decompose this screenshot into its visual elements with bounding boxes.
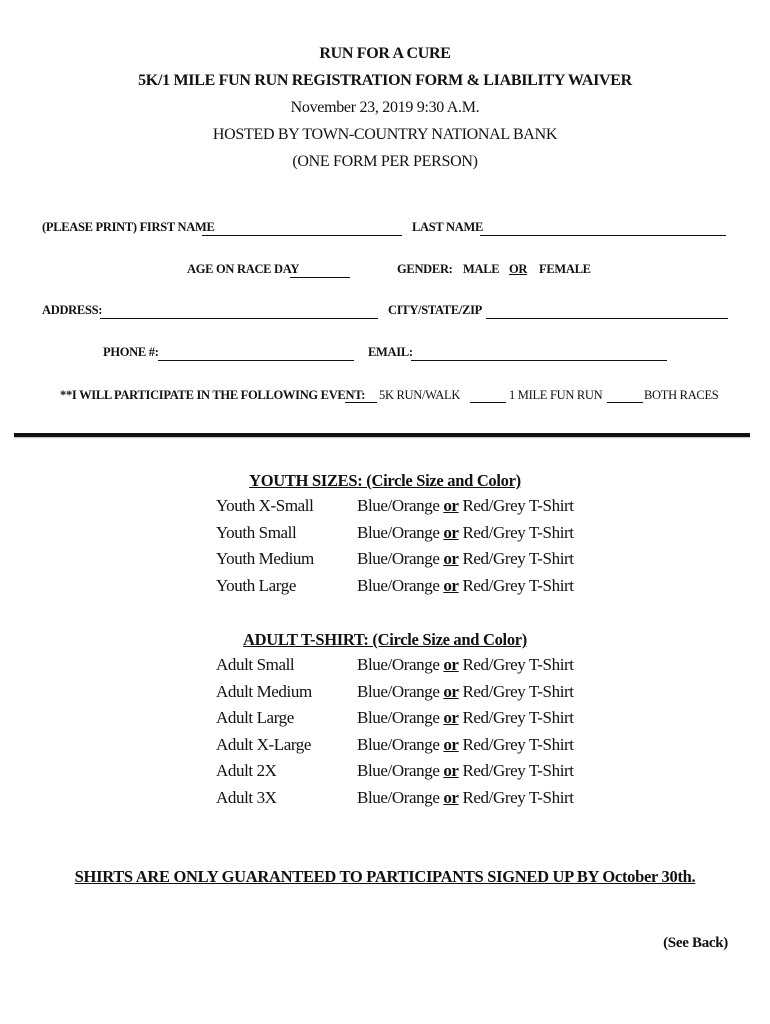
color-or: or	[443, 576, 459, 596]
color-or: or	[443, 522, 459, 542]
color-option-blue-orange[interactable]: Blue/Orange	[357, 576, 440, 596]
adult-sizes-title: ADULT T-SHIRT: (Circle Size and Color)	[243, 630, 527, 649]
address-label: ADDRESS:	[42, 303, 103, 317]
color-or: or	[443, 655, 459, 674]
event-1mile-checkline[interactable]	[470, 402, 506, 403]
color-option-blue-orange[interactable]: Blue/Orange	[357, 787, 440, 807]
adult-size-row	[216, 682, 576, 708]
color-or: or	[443, 708, 459, 727]
color-options	[357, 576, 574, 596]
event-5k-label: 5K RUN/WALK	[379, 388, 461, 402]
youth-size-option[interactable]: Youth Medium	[216, 549, 314, 569]
phone-field[interactable]	[158, 360, 354, 361]
color-options	[357, 549, 574, 569]
color-option-blue-orange[interactable]: Blue/Orange	[357, 734, 440, 754]
adult-size-row	[216, 761, 576, 787]
color-option-blue-orange[interactable]: Blue/Orange	[357, 681, 440, 701]
age-label: AGE ON RACE DAY	[187, 262, 300, 276]
color-option-blue-orange[interactable]: Blue/Orange	[357, 496, 440, 515]
event-both-label: BOTH RACES	[644, 388, 719, 402]
first-name-field[interactable]	[202, 235, 402, 236]
one-form-note: (ONE FORM PER PERSON)	[292, 153, 478, 170]
age-field[interactable]	[290, 277, 350, 278]
gender-or: OR	[509, 262, 528, 276]
color-or: or	[443, 549, 459, 569]
event-date-time: November 23, 2019 9:30 A.M.	[290, 99, 480, 116]
color-option-red-grey[interactable]: Red/Grey T-Shirt	[462, 708, 574, 727]
color-option-red-grey[interactable]: Red/Grey T-Shirt	[462, 549, 574, 569]
event-both-checkline[interactable]	[607, 402, 643, 403]
youth-size-option[interactable]: Youth Large	[216, 576, 296, 596]
color-option-red-grey[interactable]: Red/Grey T-Shirt	[462, 522, 574, 542]
color-options	[357, 682, 574, 702]
adult-size-option[interactable]: Adult 3X	[216, 787, 277, 807]
color-or: or	[443, 681, 459, 701]
color-option-red-grey[interactable]: Red/Grey T-Shirt	[462, 734, 574, 754]
color-options	[357, 708, 574, 728]
city-state-zip-label: CITY/STATE/ZIP	[388, 303, 482, 317]
adult-size-row	[216, 708, 576, 734]
color-option-red-grey[interactable]: Red/Grey T-Shirt	[462, 681, 574, 701]
section-divider	[14, 433, 750, 437]
email-label: EMAIL:	[368, 345, 413, 359]
color-option-red-grey[interactable]: Red/Grey T-Shirt	[462, 576, 574, 596]
adult-size-row	[216, 788, 576, 814]
color-option-red-grey[interactable]: Red/Grey T-Shirt	[462, 761, 574, 780]
gender-male-option[interactable]: MALE	[463, 262, 500, 276]
color-option-red-grey[interactable]: Red/Grey T-Shirt	[462, 496, 574, 515]
color-option-blue-orange[interactable]: Blue/Orange	[357, 761, 440, 780]
gender-female-option[interactable]: FEMALE	[539, 262, 591, 276]
color-or: or	[443, 787, 459, 807]
form-subtitle: 5K/1 MILE FUN RUN REGISTRATION FORM & LIABILITY WAIVER	[138, 72, 632, 89]
color-option-blue-orange[interactable]: Blue/Orange	[357, 708, 440, 727]
youth-size-row	[216, 523, 576, 549]
youth-size-row	[216, 549, 576, 575]
form-title: RUN FOR A CURE	[319, 45, 451, 62]
event-label: **I WILL PARTICIPATE IN THE FOLLOWING EVENT:	[60, 388, 366, 402]
adult-size-option[interactable]: Adult Large	[216, 708, 294, 727]
adult-size-option[interactable]: Adult Medium	[216, 681, 312, 701]
event-5k-checkline[interactable]	[345, 402, 377, 403]
color-options	[357, 496, 574, 516]
adult-size-option[interactable]: Adult X-Large	[216, 734, 312, 754]
event-1mile-label: 1 MILE FUN RUN	[509, 388, 603, 402]
see-back-note: (See Back)	[663, 935, 728, 951]
color-or: or	[443, 496, 459, 515]
color-option-blue-orange[interactable]: Blue/Orange	[357, 522, 440, 542]
last-name-field[interactable]	[480, 235, 726, 236]
adult-size-option[interactable]: Adult Small	[216, 655, 295, 674]
color-or: or	[443, 734, 459, 754]
color-option-red-grey[interactable]: Red/Grey T-Shirt	[462, 787, 574, 807]
youth-size-row	[216, 576, 576, 602]
address-field[interactable]	[100, 318, 378, 319]
color-option-blue-orange[interactable]: Blue/Orange	[357, 549, 440, 569]
city-state-zip-field[interactable]	[486, 318, 728, 319]
youth-size-option[interactable]: Youth Small	[216, 522, 297, 542]
shirt-guarantee-notice: SHIRTS ARE ONLY GUARANTEED TO PARTICIPANTS SIGNED UP BY October 30th.	[74, 867, 696, 886]
color-options	[357, 761, 574, 781]
adult-size-row	[216, 735, 576, 761]
color-option-blue-orange[interactable]: Blue/Orange	[357, 655, 440, 674]
color-options	[357, 655, 574, 675]
youth-size-row	[216, 496, 576, 522]
color-options	[357, 735, 574, 755]
email-field[interactable]	[411, 360, 667, 361]
adult-size-row	[216, 655, 576, 681]
color-options	[357, 788, 574, 808]
host-line: HOSTED BY TOWN-COUNTRY NATIONAL BANK	[212, 126, 558, 143]
youth-size-option[interactable]: Youth X-Small	[216, 496, 314, 515]
gender-label: GENDER:	[397, 262, 453, 276]
first-name-label: (PLEASE PRINT) FIRST NAME	[42, 220, 215, 234]
color-options	[357, 523, 574, 543]
last-name-label: LAST NAME	[412, 220, 484, 234]
phone-label: PHONE #:	[103, 345, 159, 359]
color-or: or	[443, 761, 459, 780]
adult-size-option[interactable]: Adult 2X	[216, 761, 277, 780]
color-option-red-grey[interactable]: Red/Grey T-Shirt	[462, 655, 574, 674]
youth-sizes-title: YOUTH SIZES: (Circle Size and Color)	[249, 471, 521, 490]
